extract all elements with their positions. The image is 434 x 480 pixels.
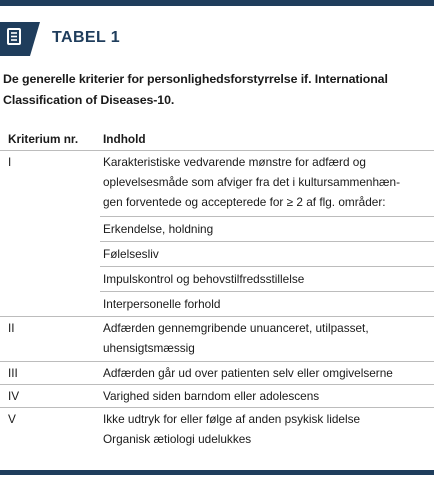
bottom-rule bbox=[0, 470, 434, 475]
text-line: Ikke udtryk for eller følge af anden psykisk lidelse bbox=[103, 412, 361, 426]
divider bbox=[100, 291, 434, 292]
criterion-number: IV bbox=[8, 389, 20, 403]
sub-item: Interpersonelle forhold bbox=[103, 297, 221, 311]
criterion-text bbox=[103, 363, 433, 383]
sub-item: Erkendelse, holdning bbox=[103, 222, 214, 236]
table-header bbox=[0, 22, 434, 56]
caption-line: Classification of Diseases-10. bbox=[3, 93, 175, 107]
criterion-text bbox=[103, 386, 433, 406]
text-line: Adfærden gennemgribende unuanceret, utilpasset, bbox=[103, 321, 369, 335]
divider bbox=[0, 361, 434, 362]
caption-line: De generelle kriterier for personlighedsforstyrrelse if. International bbox=[3, 72, 388, 86]
criterion-text bbox=[103, 409, 433, 449]
column-header-criterion: Kriterium nr. bbox=[8, 132, 79, 146]
criterion-number: II bbox=[8, 321, 15, 335]
divider bbox=[100, 216, 434, 217]
column-header-content: Indhold bbox=[103, 132, 146, 146]
divider bbox=[0, 384, 434, 385]
text-line: Adfærden går ud over patienten selv eller omgivelserne bbox=[103, 366, 393, 380]
divider bbox=[100, 266, 434, 267]
divider bbox=[0, 316, 434, 317]
criterion-number: I bbox=[8, 155, 12, 169]
table-caption bbox=[3, 69, 431, 111]
criterion-number: V bbox=[8, 412, 16, 426]
text-line: gen forventede og accepterede for ≥ 2 af flg. områder: bbox=[103, 195, 386, 209]
divider bbox=[0, 407, 434, 408]
document-icon bbox=[0, 22, 40, 56]
text-line: Varighed siden barndom eller adolescens bbox=[103, 389, 320, 403]
table-title: TABEL 1 bbox=[52, 29, 120, 46]
sub-item: Følelsesliv bbox=[103, 247, 159, 261]
sub-item: Impulskontrol og behovstilfredsstillelse bbox=[103, 272, 305, 286]
divider bbox=[100, 241, 434, 242]
top-rule bbox=[0, 0, 434, 6]
criterion-text bbox=[103, 152, 433, 212]
text-line: oplevelsesmåde som afviger fra det i kultursammenhæn- bbox=[103, 175, 401, 189]
text-line: uhensigtsmæssig bbox=[103, 341, 195, 355]
divider bbox=[0, 150, 434, 151]
text-line: Karakteristiske vedvarende mønstre for adfærd og bbox=[103, 155, 366, 169]
text-line: Organisk ætiologi udelukkes bbox=[103, 432, 252, 446]
criterion-number: III bbox=[8, 366, 18, 380]
criterion-text bbox=[103, 318, 433, 358]
